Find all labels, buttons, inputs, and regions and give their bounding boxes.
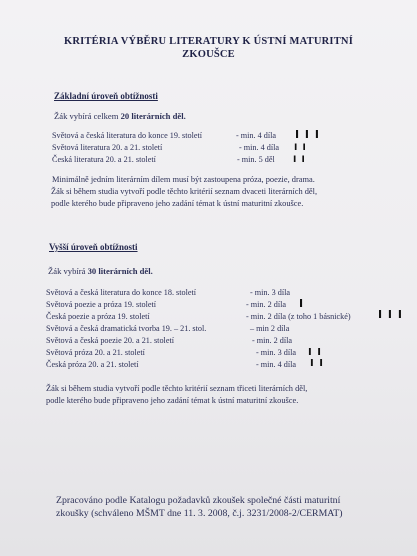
basic-intro-count: 20 literárních děl. [120,111,186,121]
advanced-row-label: Světová a česká poezie 20. a 21. století [46,336,175,345]
handwritten-mark: I I [293,155,306,165]
advanced-row-value: - min. 2 díla (z toho 1 básnické) [246,312,351,321]
advanced-row-value: - min. 3 díla [250,288,291,297]
advanced-level-intro [48,266,153,276]
basic-note-line: Minimálně jedním literárním dílem musí být zastoupena próza, poezie, drama. [52,175,315,184]
advanced-row-value: - min. 4 díla [256,360,297,369]
basic-intro-prefix: Žák vybírá celkem [54,111,121,121]
handwritten-mark: I I I [295,128,320,141]
footer-source-line: Zpracováno podle Katalogu požadavků zkoušek společné části maturitní [56,495,341,506]
advanced-level-heading: Vyšší úroveň obtížnosti [49,242,138,252]
advanced-row-label: Světová a česká dramatická tvorba 19. – 21. stol. [46,324,207,333]
footer-source-line: zkoušky (schváleno MŠMT dne 11. 3. 2008, č.j. 3231/2008-2/CERMAT) [56,508,343,519]
handwritten-mark: I I [294,143,307,153]
basic-row-label: Světová literatura 20. a 21. století [52,143,163,152]
document-title-line1: KRITÉRIA VÝBĚRU LITERATURY K ÚSTNÍ MATURITNÍ [64,36,353,47]
handwritten-mark: I I I [378,308,403,321]
advanced-intro-count: 30 literárních děl. [87,266,153,276]
advanced-note-line: podle kterého bude připraveno jeho zadání témat k ústní maturitní zkoušce. [46,396,299,405]
basic-note-line: podle kterého bude připraveno jeho zadání témat k ústní maturitní zkoušce. [51,199,304,208]
basic-row-label: Česká literatura 20. a 21. století [52,155,156,164]
advanced-row-value: - min. 2 díla [246,300,287,309]
advanced-row-value: - min. 2 díla [252,336,293,345]
advanced-intro-prefix: Žák vybírá [48,266,88,276]
basic-row-value: - min. 4 díla [239,143,280,152]
advanced-row-label: Česká poezie a próza 19. století [46,312,150,321]
basic-row-label: Světová a česká literatura do konce 19. století [52,131,203,140]
handwritten-mark: I I [308,347,322,358]
basic-level-heading: Základní úroveň obtížnosti [54,91,158,101]
advanced-row-value: – min 2 díla [250,324,290,333]
basic-level-intro [54,111,186,121]
advanced-row-label: Světová poezie a próza 19. století [46,300,157,309]
basic-row-value: - min. 4 díla [236,131,277,140]
handwritten-mark: I [299,297,305,310]
advanced-row-value: - min. 3 díla [256,348,297,357]
advanced-row-label: Světová a česká literatura do konce 18. století [46,288,197,297]
basic-note-line: Žák si během studia vytvoří podle těchto kritérií seznam dvaceti literárních děl, [51,187,318,196]
advanced-note-line: Žák si během studia vytvoří podle těchto kritérií seznam třiceti literárních děl, [46,384,308,393]
advanced-row-label: Česká próza 20. a 21. století [46,360,139,369]
document-title-line2: ZKOUŠCE [182,49,235,60]
basic-row-value: - min. 5 děl [237,155,275,164]
handwritten-mark: I I [310,358,324,369]
advanced-row-label: Světová próza 20. a 21. století [46,348,145,357]
